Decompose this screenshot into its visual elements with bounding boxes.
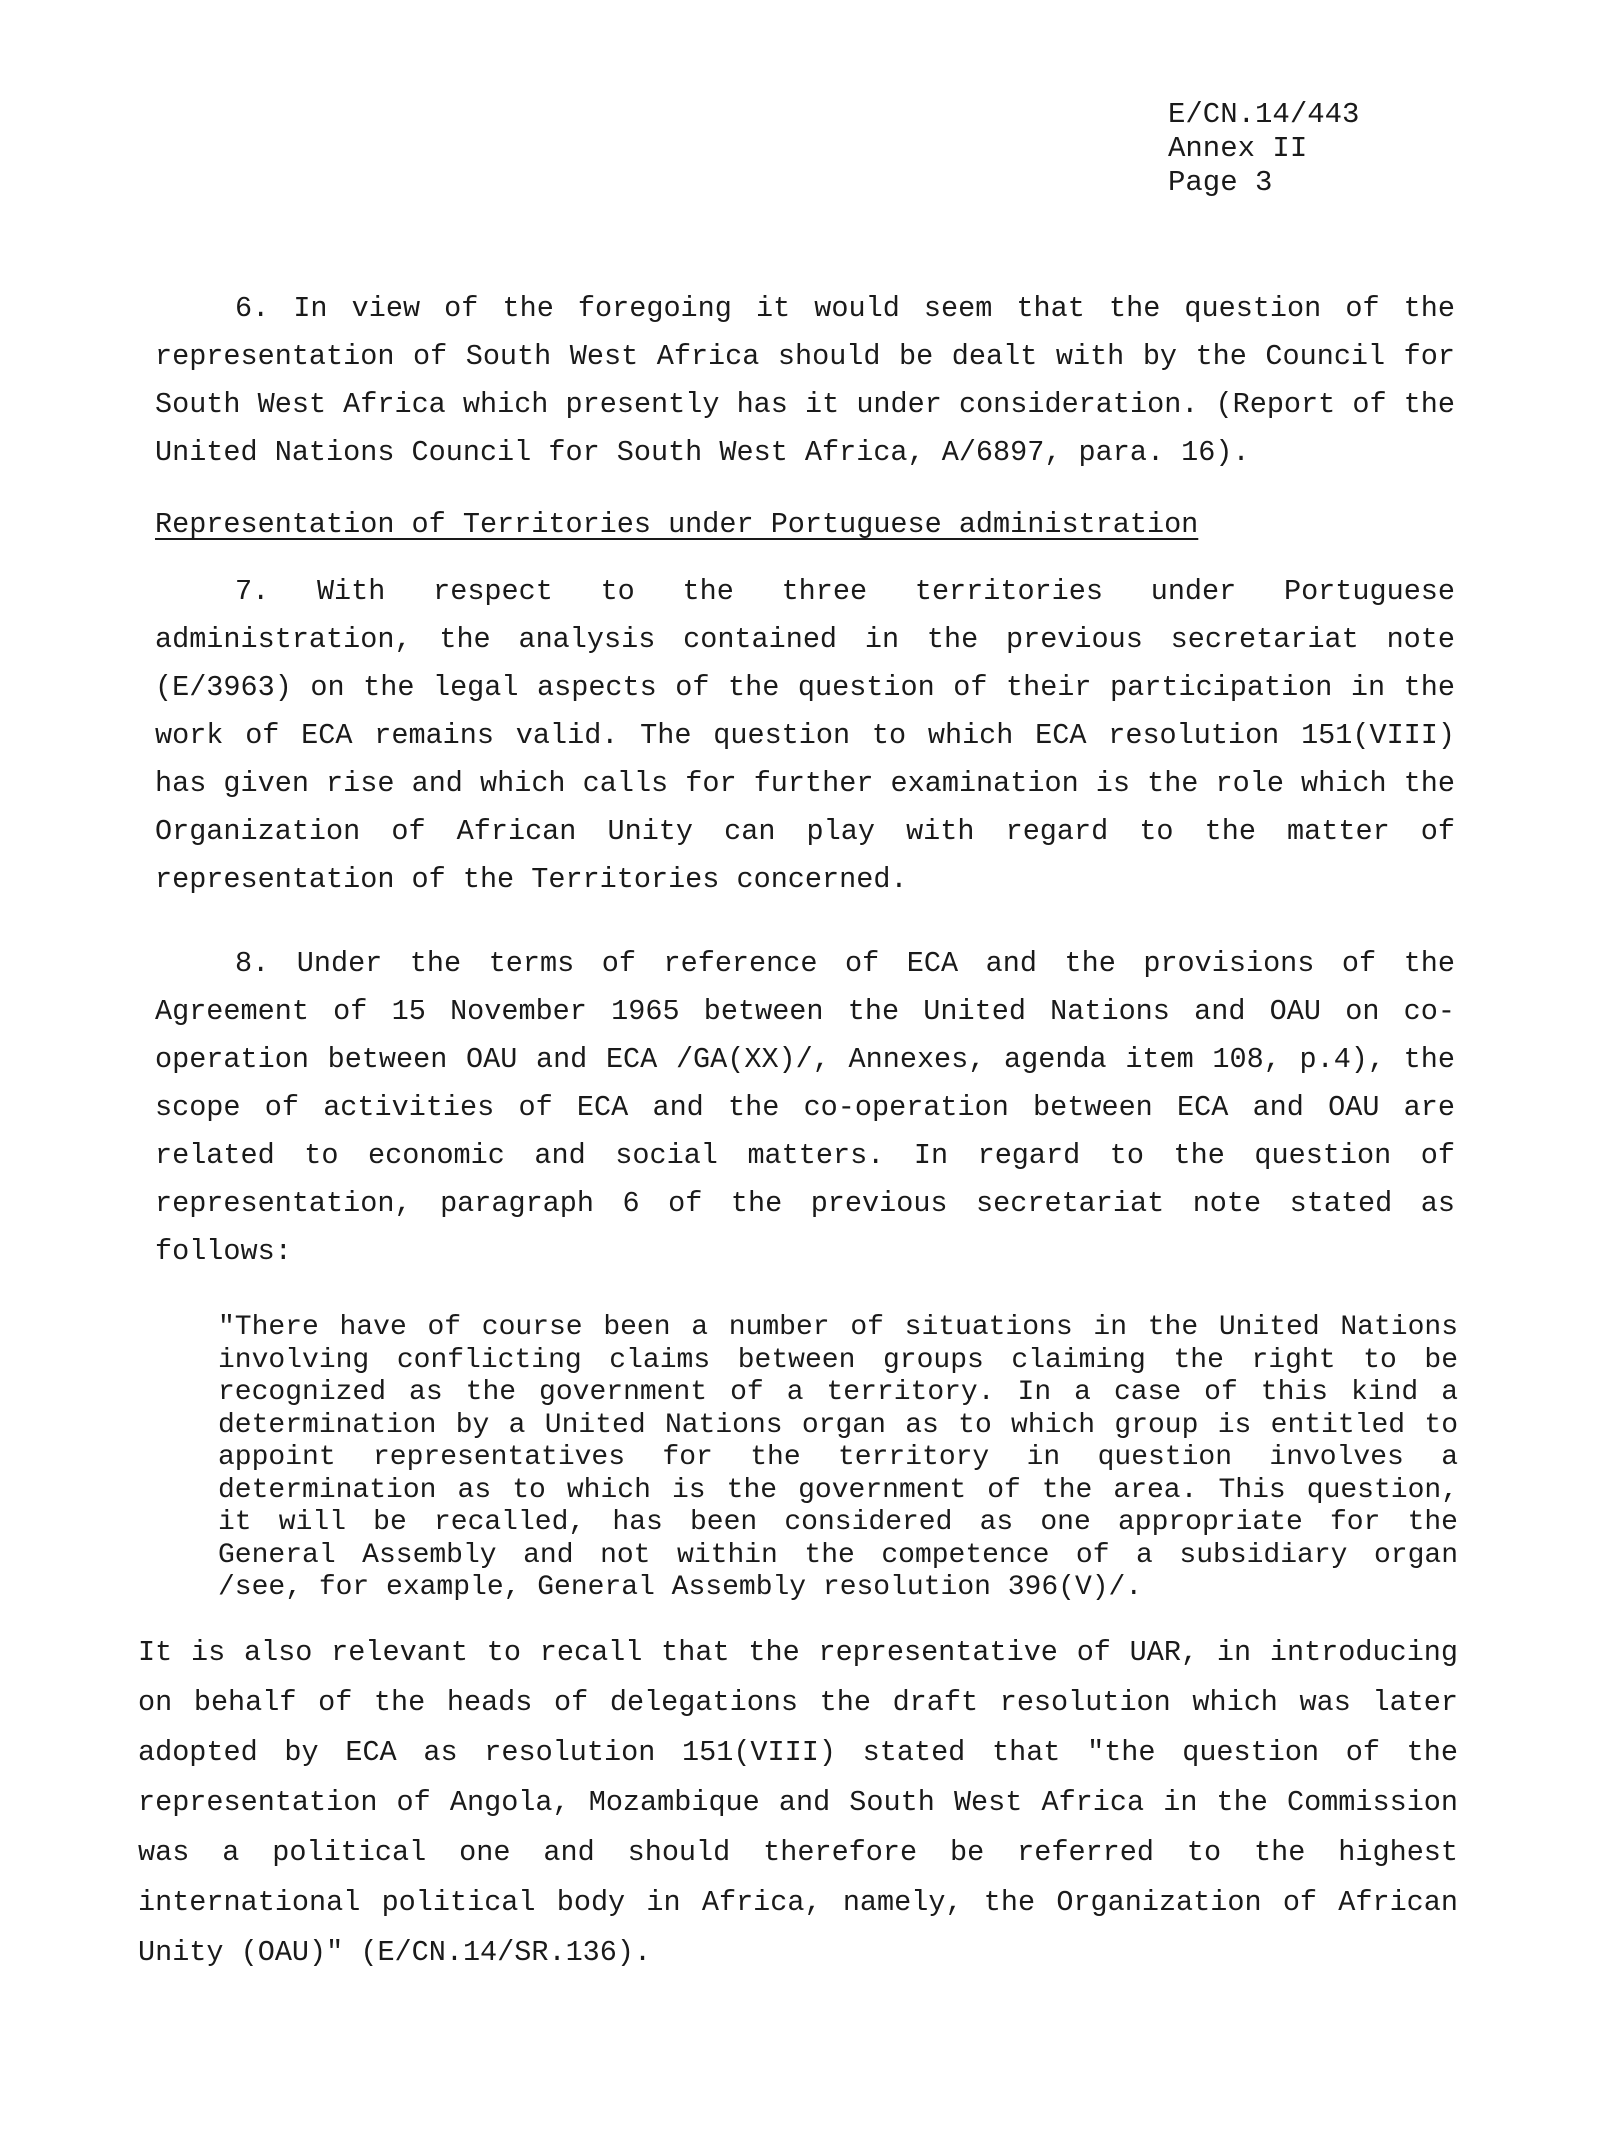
annex-label: Annex II	[1168, 132, 1308, 165]
paragraph-6: 6. In view of the foregoing it would seem that the question of the representation of South West Africa should be dealt with by the Council for South West Africa which presently has it under consideration. (Report of the United Nations Council for South West Africa, A/6897, para. 16).	[155, 292, 1455, 469]
document-symbol: E/CN.14/443	[1168, 98, 1360, 131]
paragraph-7: 7. With respect to the three territories under Portuguese administration, the analysis contained in the previous secretariat note (E/3963) on the legal aspects of the question of their participation in the work of ECA remains valid. The question to which ECA resolution 151(VIII) has given rise and which calls for further examination is the role which the Organization of African Unity can play with regard to the matter of representation of the Territories concerned.	[155, 575, 1455, 896]
paragraph-uar-statement: It is also relevant to recall that the representative of UAR, in introducing on behalf of the heads of delegations the draft resolution which was later adopted by ECA as resolution 151(VIII) stated that "the question of the representation of Angola, Mozambique and South West Africa in the Commission was a political one and should therefore be referred to the highest international political body in Africa, namely, the Organization of African Unity (OAU)" (E/CN.14/SR.136).	[138, 1636, 1458, 1969]
document-header	[1168, 98, 1359, 200]
block-quote: "There have of course been a number of situations in the United Nations involving conflicting claims between groups claiming the right to be recognized as the government of a territory. In a case of this kind a determination by a United Nations organ as to which group is entitled to appoint representatives for the territory in question involves a determination as to which is the government of the area. This question, it will be recalled, has been considered as one appropriate for the General Assembly and not within the competence of a subsidiary organ /see, for example, General Assembly resolution 396(V)/.	[218, 1312, 1458, 1603]
paragraph-8: 8. Under the terms of reference of ECA and the provisions of the Agreement of 15 November 1965 between the United Nations and OAU on co-operation between OAU and ECA /GA(XX)/, Annexes, agenda item 108, p.4), the scope of activities of ECA and the co-operation between ECA and OAU are related to economic and social matters. In regard to the question of representation, paragraph 6 of the previous secretariat note stated as follows:	[155, 947, 1455, 1268]
page-number: Page 3	[1168, 166, 1273, 199]
section-heading: Representation of Territories under Portuguese administration	[155, 508, 1199, 541]
